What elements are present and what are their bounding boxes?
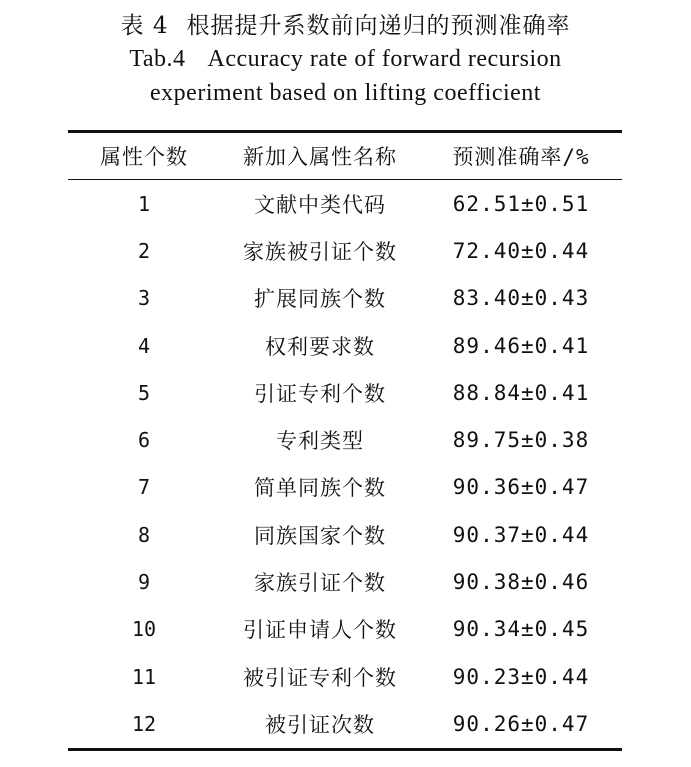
cell-count: 3 [137, 286, 151, 311]
caption-english-line1 [0, 42, 691, 76]
cell-accuracy: 90.37±0.44 [452, 522, 590, 547]
table-row [68, 653, 622, 700]
cell-attribute: 同族国家个数 [254, 523, 386, 548]
cell-attribute: 权利要求数 [265, 334, 375, 359]
cell-accuracy: 88.84±0.41 [452, 380, 590, 405]
cell-count: 2 [137, 238, 151, 263]
table-row [68, 558, 622, 605]
cell-attribute: 被引证次数 [265, 712, 375, 737]
cell-count: 12 [131, 711, 157, 736]
caption-label-cn: 表 4 [120, 13, 169, 39]
accuracy-table [68, 130, 622, 751]
caption-title-en-1: Accuracy rate of forward recursion [207, 46, 562, 72]
table-body [68, 180, 622, 750]
table-row [68, 606, 622, 653]
cell-attribute: 被引证专利个数 [243, 665, 397, 690]
table-row [68, 369, 622, 416]
cell-accuracy: 62.51±0.51 [452, 191, 590, 216]
cell-accuracy: 90.34±0.45 [452, 617, 590, 642]
caption-title-en-2: experiment based on lifting coefficient [150, 80, 541, 106]
table-row [68, 700, 622, 749]
cell-count: 9 [137, 570, 151, 595]
table-row [68, 275, 622, 322]
cell-count: 5 [137, 380, 151, 405]
cell-accuracy: 90.26±0.47 [452, 711, 590, 736]
cell-attribute: 文献中类代码 [254, 192, 386, 217]
header-row [68, 132, 622, 180]
header-accuracy: 预测准确率/% [452, 145, 590, 169]
caption-chinese [0, 10, 691, 42]
cell-attribute: 扩展同族个数 [254, 287, 386, 312]
cell-count: 11 [131, 664, 157, 689]
table-row [68, 180, 622, 228]
caption-label-en: Tab.4 [129, 46, 186, 72]
caption-english-line2 [0, 76, 691, 110]
table-row [68, 322, 622, 369]
cell-accuracy: 90.23±0.44 [452, 664, 590, 689]
header-attribute-count: 属性个数 [100, 145, 188, 169]
cell-count: 10 [131, 617, 157, 642]
table-row [68, 227, 622, 274]
cell-attribute: 引证专利个数 [254, 381, 386, 406]
table-header [68, 132, 622, 180]
cell-accuracy: 89.75±0.38 [452, 428, 590, 453]
cell-attribute: 专利类型 [276, 429, 364, 454]
cell-accuracy: 90.36±0.47 [452, 475, 590, 500]
cell-accuracy: 83.40±0.43 [452, 286, 590, 311]
table-caption [0, 10, 691, 110]
header-attribute-name: 新加入属性名称 [243, 145, 397, 169]
cell-accuracy: 89.46±0.41 [452, 333, 590, 358]
cell-count: 7 [137, 475, 151, 500]
table-row [68, 464, 622, 511]
table-row [68, 416, 622, 463]
cell-attribute: 简单同族个数 [254, 476, 386, 501]
caption-title-cn: 根据提升系数前向递归的预测准确率 [186, 13, 571, 39]
cell-attribute: 家族引证个数 [254, 571, 386, 596]
cell-attribute: 家族被引证个数 [243, 239, 397, 264]
cell-attribute: 引证申请人个数 [243, 618, 397, 643]
cell-count: 4 [137, 333, 151, 358]
table-row [68, 511, 622, 558]
cell-accuracy: 72.40±0.44 [452, 238, 590, 263]
cell-count: 6 [137, 428, 151, 453]
cell-accuracy: 90.38±0.46 [452, 570, 590, 595]
cell-count: 8 [137, 522, 151, 547]
cell-count: 1 [137, 191, 151, 216]
